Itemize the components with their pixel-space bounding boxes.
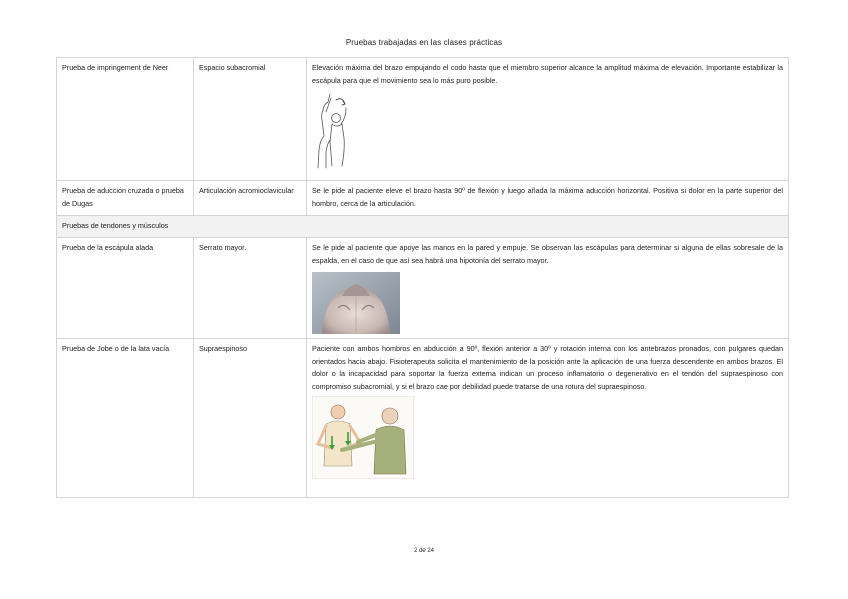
- page-title: Pruebas trabajadas en las clases prácticas: [345, 38, 503, 47]
- table-row: [57, 339, 789, 498]
- test-name-cell: [57, 238, 194, 339]
- structure-cell: [194, 58, 307, 181]
- test-description: Se le pide al paciente que apoye las manos en la pared y empuje. Se observan las escápulas para determinar si alguna de ellas sobresale de la espalda, en el caso de que así sea habrá una hipotonía del serrato mayor.: [312, 243, 783, 265]
- structure-name: Espacio subacromial: [199, 63, 266, 72]
- page-number: 2 de 24: [413, 548, 435, 554]
- description-cell: [307, 181, 789, 216]
- description-cell: [307, 339, 789, 498]
- structure-name: Serrato mayor.: [199, 243, 247, 252]
- test-description: Se le pide al paciente eleve el brazo hasta 90º de flexión y luego añada la máxima aducción horizontal. Positiva si dolor en la parte superior del hombro, cerca de la articulación.: [312, 186, 783, 208]
- test-name: Prueba de la escápula alada: [62, 243, 154, 252]
- description-cell: [307, 238, 789, 339]
- tests-table: [56, 57, 789, 498]
- table-row: [57, 238, 789, 339]
- test-name-cell: [57, 181, 194, 216]
- arm-elevation-sketch-icon: [312, 90, 352, 170]
- jobe-test-illustration-icon: [312, 396, 414, 479]
- table-row: [57, 181, 789, 216]
- structure-name: Articulación acromioclavicular: [199, 186, 294, 195]
- section-title: Pruebas de tendones y músculos: [62, 221, 169, 230]
- structure-cell: [194, 181, 307, 216]
- structure-cell: [194, 238, 307, 339]
- description-cell: [307, 58, 789, 181]
- test-name-cell: [57, 58, 194, 181]
- test-name: Prueba de impringement de Neer: [62, 63, 169, 72]
- test-name-cell: [57, 339, 194, 498]
- section-heading: [57, 216, 789, 238]
- test-name: Prueba de aducción cruzada o prueba de Dugas: [62, 186, 184, 208]
- structure-cell: [194, 339, 307, 498]
- structure-name: Supraespinoso: [199, 344, 247, 353]
- test-description: Elevación máxima del brazo empujando el codo hasta que el miembro superior alcance la amplitud máxima de elevación. Importante estabilizar la escápula para que el movimiento sea lo más puro posible.: [312, 63, 783, 85]
- back-photo-icon: [312, 272, 400, 334]
- test-description: Paciente con ambos hombros en abducción a 90º, flexión anterior a 30º y rotación interna con los antebrazos pronados, con pulgares quedan orientados hacia abajo. Fisioterapeuta solicita el mantenimiento de la posición ante la aplicación de una fuerza descendente en ambos brazos. El dolor o la incapacidad para soportar la fuerza externa indican un proceso inflamatorio o degenerativo en el tendón del supraespinoso con compromiso subacromial, y si el brazo cae por debilidad puede tratarse de una rotura del supraespinoso.: [312, 344, 783, 391]
- table-row: [57, 58, 789, 181]
- section-row: [57, 216, 789, 238]
- test-name: Prueba de Jobe o de la lata vacía: [62, 344, 170, 353]
